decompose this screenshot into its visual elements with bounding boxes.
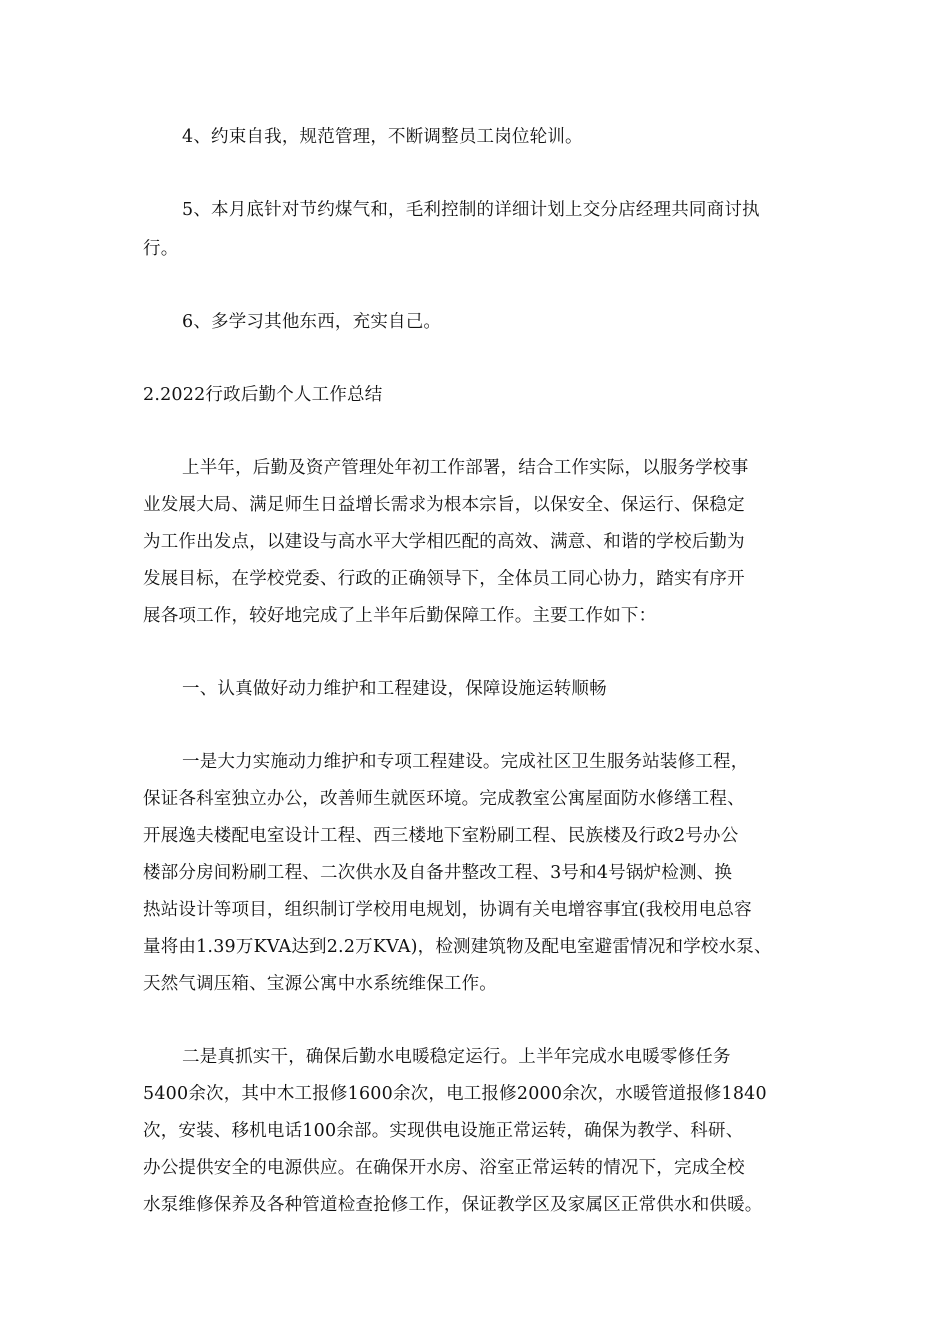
- paragraph-line: 展各项工作，较好地完成了上半年后勤保障工作。主要工作如下：: [143, 606, 657, 626]
- subsection-title: 一、认真做好动力维护和工程建设，保障设施运转顺畅: [182, 679, 607, 699]
- paragraph-line: 量将由1.39万KVA达到2.2万KVA)，检测建筑物及配电室避雷情况和学校水泵、: [143, 937, 772, 957]
- paragraph-line: 水泵维修保养及各种管道检查抢修工作，保证教学区及家属区正常供水和供暖。: [143, 1195, 763, 1215]
- paragraph-line: 楼部分房间粉刷工程、二次供水及自备井整改工程、3号和4号锅炉检测、换: [143, 863, 733, 883]
- section-heading: 2.2022行政后勤个人工作总结: [143, 385, 383, 405]
- paragraph-line: 热站设计等项目，组织制订学校用电规划，协调有关电增容事宜(我校用电总容: [143, 900, 752, 920]
- paragraph-line: 业发展大局、满足师生日益增长需求为根本宗旨，以保安全、保运行、保稳定: [143, 495, 745, 515]
- paragraph-line: 一是大力实施动力维护和专项工程建设。完成社区卫生服务站装修工程，: [182, 752, 749, 772]
- paragraph-line: 保证各科室独立办公，改善师生就医环境。完成教室公寓屋面防水修缮工程、: [143, 789, 745, 809]
- paragraph-line: 次，安装、移机电话100余部。实现供电设施正常运转，确保为教学、科研、: [143, 1121, 744, 1141]
- list-item: 4、约束自我，规范管理，不断调整员工岗位轮训。: [182, 127, 583, 147]
- paragraph-line: 二是真抓实干，确保后勤水电暖稳定运行。上半年完成水电暖零修任务: [182, 1047, 731, 1067]
- paragraph-line: 5400余次，其中木工报修1600余次，电工报修2000余次，水暖管道报修1840: [143, 1084, 767, 1104]
- list-item-continued: 行。: [143, 239, 179, 259]
- paragraph-line: 发展目标，在学校党委、行政的正确领导下，全体员工同心协力，踏实有序开: [143, 569, 745, 589]
- paragraph-line: 为工作出发点，以建设与高水平大学相匹配的高效、满意、和谐的学校后勤为: [143, 532, 745, 552]
- list-item: 5、本月底针对节约煤气和，毛利控制的详细计划上交分店经理共同商讨执: [182, 200, 760, 220]
- paragraph-line: 开展逸夫楼配电室设计工程、西三楼地下室粉刷工程、民族楼及行政2号办公: [143, 826, 739, 846]
- paragraph-line: 办公提供安全的电源供应。在确保开水房、浴室正常运转的情况下，完成全校: [143, 1158, 745, 1178]
- paragraph-line: 上半年，后勤及资产管理处年初工作部署，结合工作实际，以服务学校事: [182, 458, 749, 478]
- list-item: 6、多学习其他东西，充实自己。: [182, 312, 442, 332]
- paragraph-line: 天然气调压箱、宝源公寓中水系统维保工作。: [143, 974, 497, 994]
